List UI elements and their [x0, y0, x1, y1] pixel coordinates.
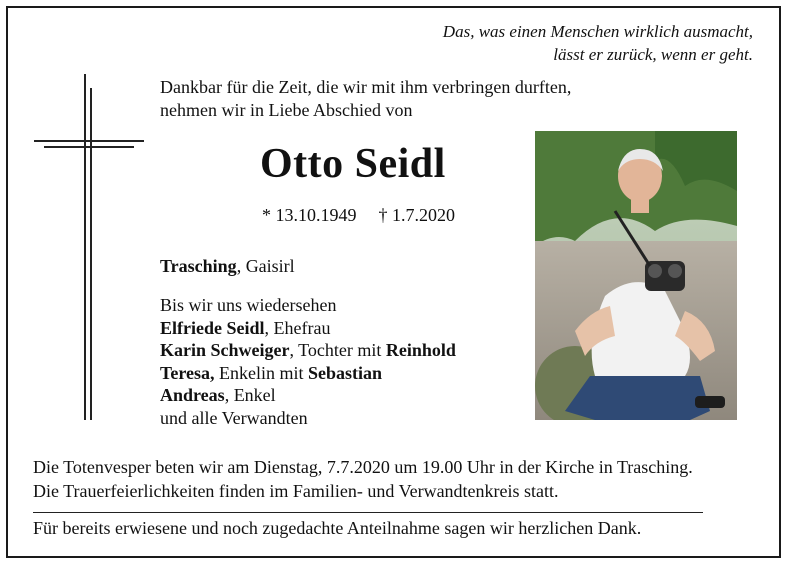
residence — [160, 256, 295, 277]
intro-line-2: nehmen wir in Liebe Abschied von — [160, 100, 413, 120]
intro-line-1: Dankbar für die Zeit, die wir mit ihm verbringen durften, — [160, 77, 572, 97]
family-line-5 — [160, 384, 456, 407]
mourner-relation: , Enkel — [224, 385, 276, 405]
mourner-name: Reinhold — [385, 340, 456, 360]
family-line-2 — [160, 317, 456, 340]
mourner-relation: Enkelin mit — [214, 362, 309, 383]
service-line-1: Die Totenvesper beten wir am Dienstag, 7.7.2020 um 19.00 Uhr in der Kirche in Trasching. — [33, 457, 693, 477]
quote-line-2: lässt er zurück, wenn er geht. — [553, 45, 753, 64]
mourner-name: Andreas — [160, 385, 225, 405]
place-town: Trasching — [160, 256, 237, 276]
quote-line-1: Das, was einen Menschen wirklich ausmacht, — [442, 22, 753, 41]
intro-text — [160, 76, 571, 122]
family-line-4 — [160, 362, 456, 385]
epitaph-quote — [443, 20, 753, 66]
service-line-2: Die Trauerfeierlichkeiten finden im Familien- und Verwandtenkreis statt. — [33, 481, 559, 501]
birth-date: * 13.10.1949 — [262, 205, 357, 225]
cross-icon — [34, 74, 144, 420]
mourner-name: Elfriede Seidl — [160, 317, 265, 338]
life-dates — [262, 205, 477, 226]
mourner-relation: , Tochter mit — [289, 340, 386, 360]
service-info — [33, 455, 693, 503]
mourner-relation: , Ehefrau — [264, 317, 331, 338]
thanks-text: Für bereits erwiesene und noch zugedachte Anteilnahme sagen wir herzlichen Dank. — [33, 518, 642, 538]
mourner-name: Teresa, — [160, 362, 215, 383]
family-line-6: und alle Verwandten — [160, 407, 308, 428]
mourners-list — [160, 294, 456, 429]
divider — [33, 512, 703, 513]
family-line-3 — [160, 339, 456, 362]
family-line-1: Bis wir uns wiedersehen — [160, 295, 337, 315]
place-area: , Gaisirl — [236, 256, 295, 276]
mourner-name: Sebastian — [308, 362, 383, 383]
death-date: † 1.7.2020 — [378, 205, 455, 225]
deceased-name: Otto Seidl — [260, 141, 446, 187]
portrait-image — [535, 131, 737, 420]
portrait-photo — [535, 131, 737, 420]
mourner-name: Karin Schweiger — [160, 340, 290, 360]
